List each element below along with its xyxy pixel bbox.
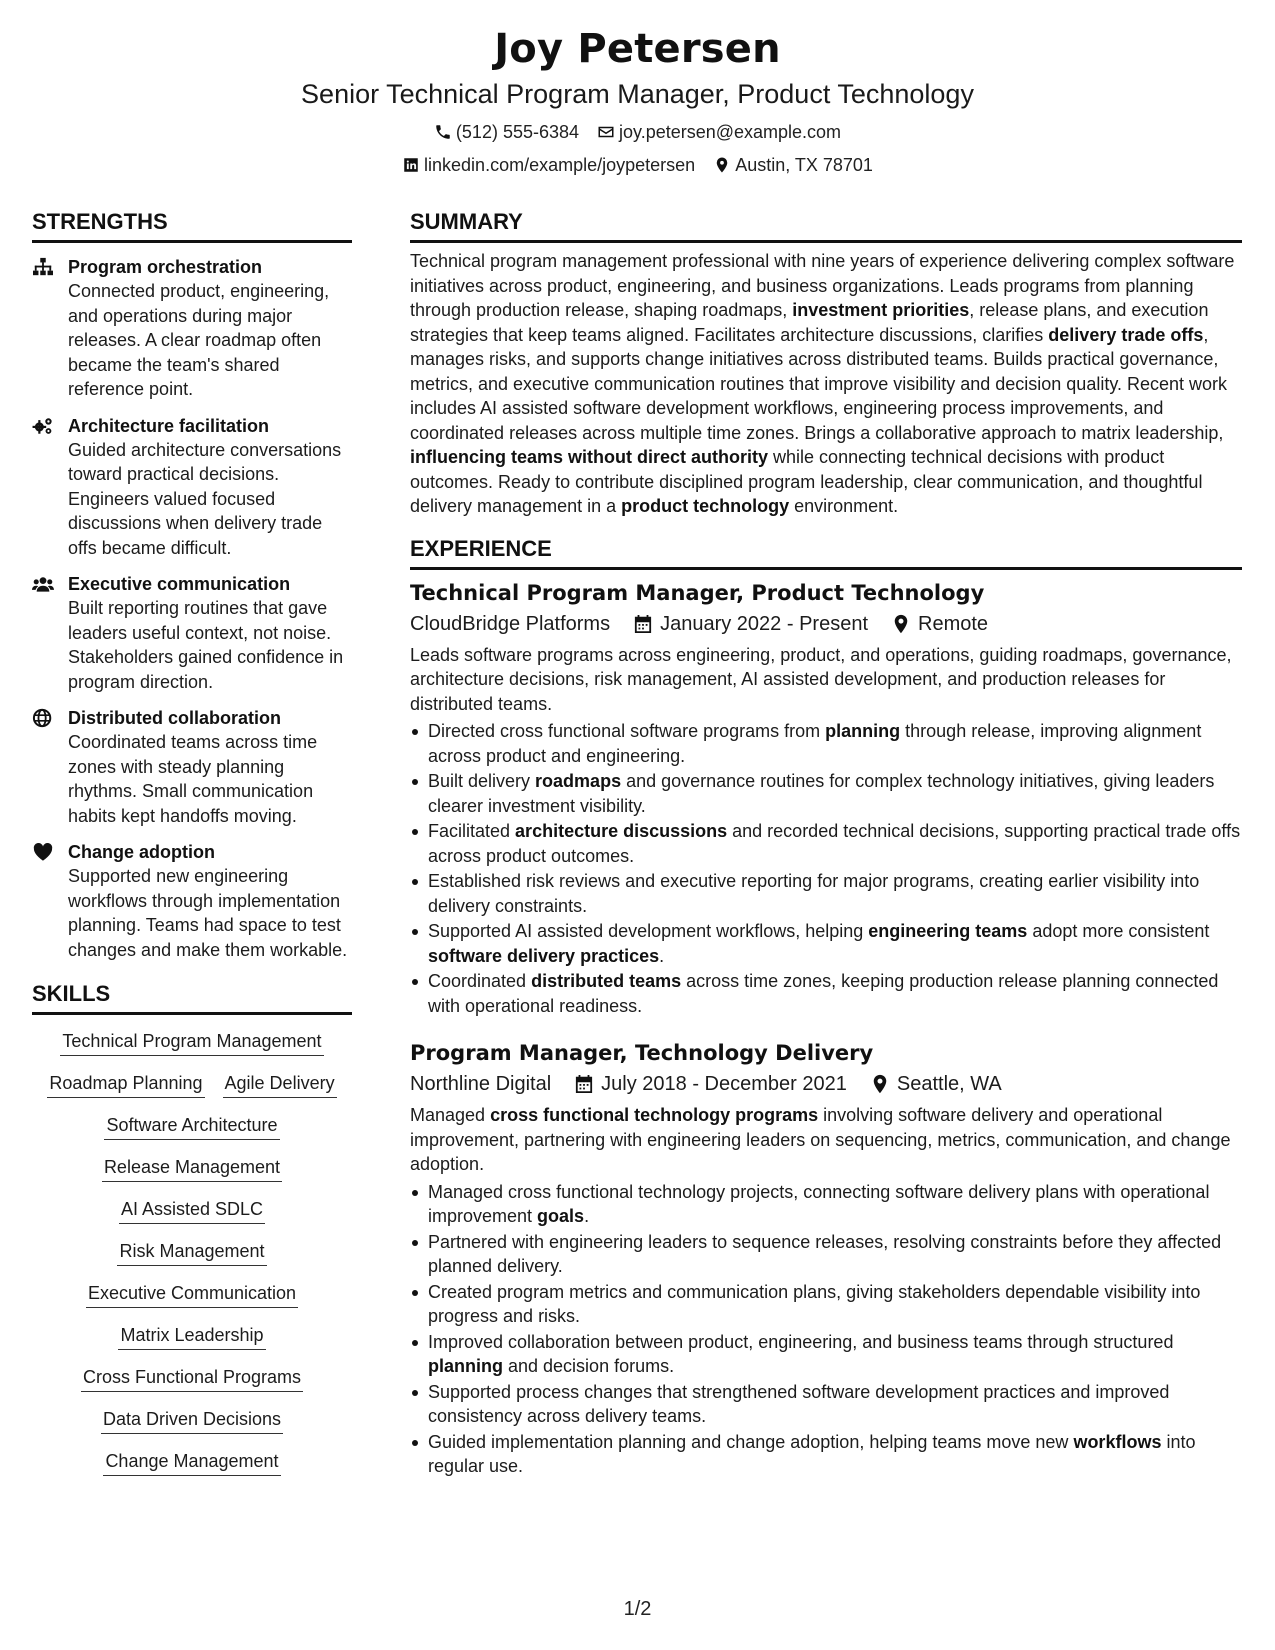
text-run: .: [659, 945, 665, 966]
map-pin-icon: [892, 614, 910, 634]
bold-text: product technology: [621, 496, 790, 516]
contact-row-2: [0, 153, 1275, 177]
skill-tag: Software Architecture: [104, 1113, 279, 1140]
bullet-item: [410, 1330, 1242, 1379]
sitemap-icon: [32, 257, 54, 277]
text-run: Improved collaboration between product, engineering, and business teams through structured: [428, 1331, 1174, 1352]
bold-text: influencing teams without direct authority: [410, 447, 769, 467]
job-description: [410, 1103, 1242, 1177]
skill-row: [32, 1029, 352, 1056]
bold-text: architecture discussions: [515, 821, 728, 841]
text-run: and recorded technical decisions, supporting practical trade offs across product outcomes.: [428, 821, 1241, 866]
bold-text: goals: [537, 1206, 585, 1226]
calendar-icon: [575, 1074, 593, 1094]
contact-email[interactable]: [597, 120, 841, 144]
bold-text: investment priorities: [792, 300, 970, 320]
bullet-item: [410, 969, 1242, 1018]
skill-tag: Release Management: [102, 1155, 282, 1182]
email-text: joy.petersen@example.com: [619, 122, 842, 142]
envelope-icon: [597, 123, 615, 141]
strength-title: Program orchestration: [68, 257, 263, 277]
strength-title: Executive communication: [68, 574, 291, 594]
bold-text: roadmaps: [535, 771, 622, 791]
text-run: Created program metrics and communication plans, giving stakeholders dependable visibility into progress and risks.: [428, 1281, 1201, 1326]
resume-header: [0, 22, 1275, 177]
skills-heading: SKILLS: [32, 980, 352, 1015]
bullet-item: [410, 1230, 1242, 1279]
job-entry: [410, 1038, 1242, 1479]
skill-row: [32, 1449, 352, 1476]
right-column: [410, 208, 1242, 1480]
contact-location: [713, 153, 873, 177]
job-description: [410, 643, 1242, 717]
users-icon: [32, 574, 54, 594]
page-number: 1/2: [623, 1598, 652, 1620]
skill-row: [32, 1407, 352, 1434]
skill-tag: Matrix Leadership: [118, 1323, 265, 1350]
text-run: .: [584, 1206, 590, 1226]
bullet-item: [410, 819, 1242, 868]
skill-row: [32, 1155, 352, 1182]
text-run: adopt more consistent: [1027, 921, 1210, 941]
strength-desc: Guided architecture conversations toward practical decisions. Engineers valued focused discussions when delivery trade offs became difficult.: [68, 439, 342, 558]
text-run: , manages risks, and supports change initiatives across distributed teams. Builds practical governance, metrics, and executive communication routines that improve visibility and decision quality. Recent work includes AI assisted software development workflows, engineering process improvements, and coordinated releases across multiple time zones. Brings a collaborative approach to matrix leadership,: [410, 324, 1228, 443]
text-run: environment.: [789, 496, 899, 516]
contact-linkedin[interactable]: [402, 153, 695, 177]
bullet-item: [410, 1280, 1242, 1329]
text-run: and governance routines for complex technology initiatives, giving leaders clearer investment visibility.: [428, 771, 1215, 816]
text-run: Guided implementation planning and change adoption, helping teams move new: [428, 1431, 1074, 1452]
skill-tag: AI Assisted SDLC: [119, 1197, 265, 1224]
heart-icon: [32, 842, 54, 862]
job-title: Program Manager, Technology Delivery: [410, 1041, 874, 1065]
skill-row: [32, 1323, 352, 1350]
text-run: Managed: [410, 1105, 491, 1125]
location-text: Austin, TX 78701: [735, 155, 873, 175]
text-run: Partnered with engineering leaders to sequence releases, resolving constraints before they affected planned delivery.: [428, 1231, 1222, 1276]
bullet-item: [410, 1430, 1242, 1479]
text-run: across time zones, keeping production release planning connected with operational readiness.: [428, 971, 1219, 1016]
experience-list: [410, 578, 1242, 1479]
experience-heading: EXPERIENCE: [410, 535, 1242, 570]
text-run: Established risk reviews and executive reporting for major programs, creating earlier visibility into delivery constraints.: [428, 871, 1200, 916]
text-run: Coordinated: [428, 971, 532, 991]
strength-item: [32, 414, 352, 561]
text-run: through release, improving alignment across product and engineering.: [428, 721, 1202, 766]
skill-tag: Change Management: [103, 1449, 280, 1476]
strengths-list: [32, 255, 352, 962]
bullet-item: [410, 769, 1242, 818]
job-dates: January 2022 - Present: [660, 612, 868, 635]
text-run: and decision forums.: [503, 1356, 675, 1376]
map-pin-icon: [713, 156, 731, 174]
bold-text: delivery trade offs: [1048, 324, 1204, 345]
candidate-title: Senior Technical Program Manager, Product Technology: [301, 79, 974, 109]
text-run: Technical program management professional with nine years of experience delivering complex software initiatives across product, engineering, and business organizations. Leads programs from planning through production release, shaping roadmaps,: [410, 251, 1235, 320]
strength-item: [32, 706, 352, 828]
bold-text: planning: [428, 1356, 503, 1376]
bullet-item: [410, 919, 1242, 968]
bold-text: cross functional technology programs: [490, 1105, 819, 1125]
skills-list: [32, 1029, 352, 1476]
strength-item: [32, 255, 352, 402]
text-run: Leads software programs across engineering, product, and operations, guiding roadmaps, governance, architecture decisions, risk management, AI assisted development, and production releases for distributed teams.: [410, 644, 1232, 714]
strength-desc: Built reporting routines that gave leaders useful context, not noise. Stakeholders gained confidence in program direction.: [68, 598, 344, 692]
bold-text: workflows: [1073, 1431, 1162, 1452]
strength-item: [32, 572, 352, 694]
job-location: Remote: [918, 612, 989, 635]
text-run: Built delivery: [428, 771, 536, 791]
text-run: involving software delivery and operational improvement, partnering with engineering leaders on sequencing, metrics, communication, and change adoption.: [410, 1105, 1231, 1174]
skill-row: [32, 1071, 352, 1098]
job-dates: July 2018 - December 2021: [601, 1073, 847, 1095]
bullet-item: [410, 869, 1242, 918]
calendar-icon: [634, 614, 652, 634]
summary-text: [410, 249, 1242, 519]
phone-text: (512) 555-6384: [455, 122, 580, 142]
job-title: Technical Program Manager, Product Technology: [410, 580, 985, 605]
text-run: Supported AI assisted development workflows, helping: [428, 921, 869, 941]
skill-row: [32, 1239, 352, 1266]
skill-tag: Cross Functional Programs: [81, 1365, 303, 1392]
strength-title: Change adoption: [68, 842, 215, 862]
bullet-list: [410, 1180, 1242, 1479]
text-run: Directed cross functional software programs from: [428, 721, 826, 741]
company-name: CloudBridge Platforms: [410, 612, 611, 635]
skill-tag: Roadmap Planning: [47, 1071, 204, 1098]
gears-icon: [32, 416, 54, 436]
bullet-item: [410, 1380, 1242, 1429]
strength-title: Distributed collaboration: [68, 708, 282, 728]
skill-tag: Data Driven Decisions: [101, 1407, 283, 1434]
strength-item: [32, 840, 352, 962]
strength-desc: Coordinated teams across time zones with steady planning rhythms. Small communication habits kept handoffs moving.: [68, 732, 318, 826]
bullet-item: [410, 719, 1242, 768]
bullet-list: [410, 719, 1242, 1018]
skill-row: [32, 1113, 352, 1140]
bold-text: distributed teams: [531, 971, 682, 991]
globe-icon: [32, 708, 54, 728]
bold-text: engineering teams: [868, 921, 1028, 941]
linkedin-icon: [402, 156, 420, 174]
text-run: into regular use.: [428, 1431, 1196, 1476]
summary-heading: SUMMARY: [410, 208, 1242, 243]
text-run: Facilitated: [428, 821, 516, 841]
text-run: Managed cross functional technology projects, connecting software delivery plans with operational improvement: [428, 1181, 1210, 1226]
text-run: Supported process changes that strengthened software development practices and improved consistency across delivery teams.: [428, 1381, 1170, 1426]
skill-row: [32, 1281, 352, 1308]
contact-row-1: [0, 120, 1275, 144]
job-location: Seattle, WA: [896, 1073, 1002, 1095]
job-entry: [410, 578, 1242, 1019]
phone-icon: [434, 123, 452, 141]
bold-text: planning: [825, 721, 901, 741]
contact-phone[interactable]: [434, 120, 579, 144]
skill-tag: Technical Program Management: [60, 1029, 323, 1056]
candidate-name: Joy Petersen: [494, 26, 781, 72]
text-run: , release plans, and execution strategies that keep teams aligned. Facilitates architecture discussions, clarifies: [410, 300, 1209, 345]
skill-tag: Executive Communication: [86, 1281, 298, 1308]
bold-text: software delivery practices: [428, 945, 660, 966]
map-pin-icon: [871, 1074, 889, 1094]
left-column: [32, 208, 352, 1491]
strength-desc: Supported new engineering workflows through implementation planning. Teams had space to test changes and make them workable.: [68, 866, 348, 960]
company-name: Northline Digital: [410, 1073, 552, 1095]
skill-row: [32, 1365, 352, 1392]
strength-title: Architecture facilitation: [68, 415, 270, 436]
skill-tag: Risk Management: [117, 1239, 266, 1266]
job-meta: [410, 1069, 1242, 1099]
skill-row: [32, 1197, 352, 1224]
linkedin-text: linkedin.com/example/joypetersen: [424, 155, 696, 175]
strengths-heading: STRENGTHS: [32, 208, 352, 243]
text-run: while connecting technical decisions with product outcomes. Ready to contribute disciplined program leadership, clear communication, and thoughtful delivery management in a: [410, 447, 1203, 516]
bullet-item: [410, 1180, 1242, 1229]
job-meta: [410, 609, 1242, 639]
skill-tag: Agile Delivery: [223, 1071, 337, 1098]
strength-desc: Connected product, engineering, and operations during major releases. A clear roadmap often became the team's shared reference point.: [68, 281, 330, 399]
